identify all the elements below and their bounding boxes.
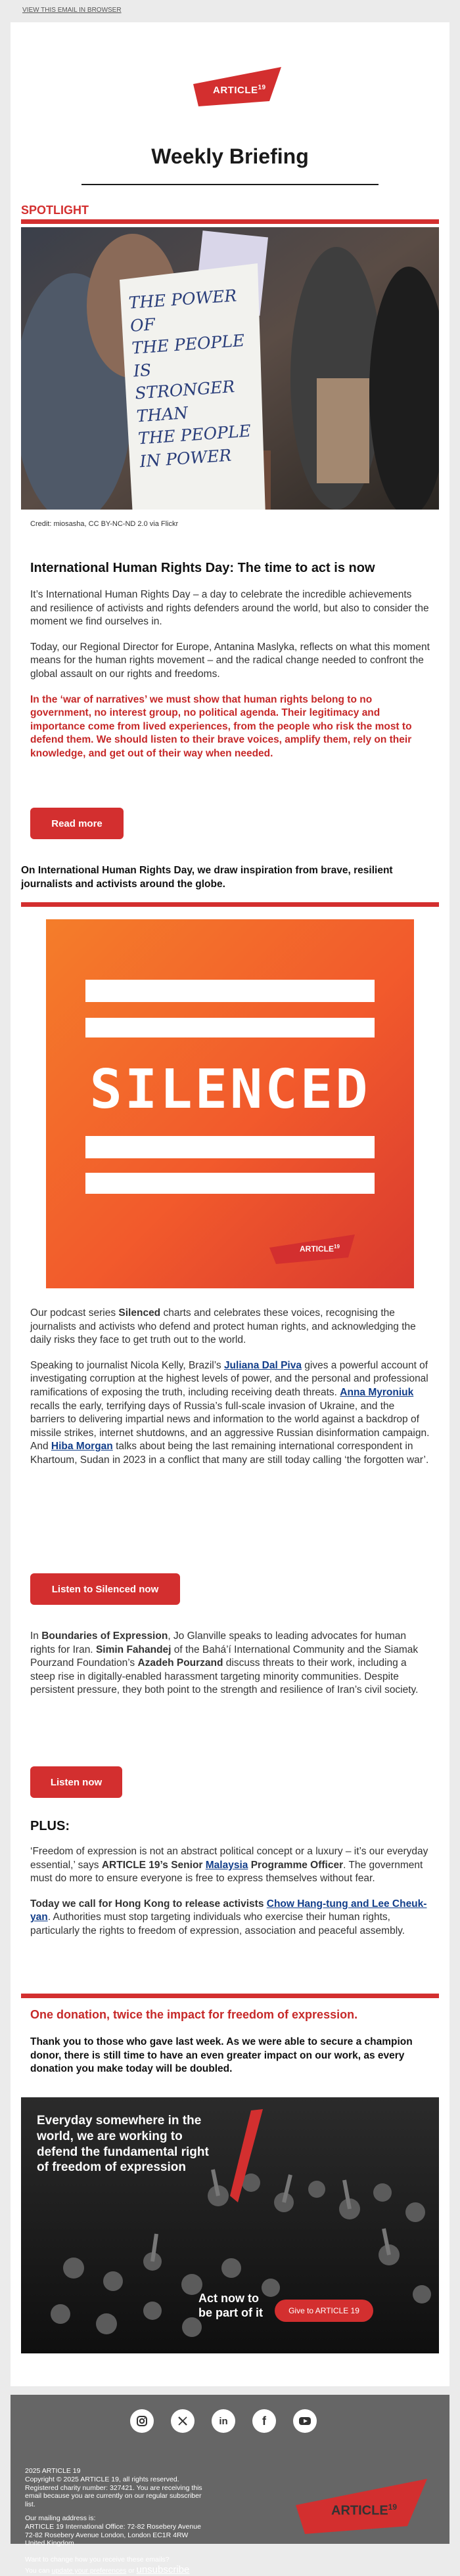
- silenced-episodes: Speaking to journalist Nicola Kelly, Brazil’s Juliana Dal Piva gives a powerful account of investigating corruption at the highest levels of power, and the personal and professional ramifications of exposing the truth, including receiving death threats. Anna Myroniuk recalls the early, terrifying days of Russia’s full-scale invasion of Ukraine, and the barriers to delivering impartial news and information to the world against a backdrop of missile strikes, internet shutdowns, and an aggressive Russian disinformation campaign. And Hiba Morgan talks about being the last remaining international correspondent in Khartoum, Sudan in 2023 in a conflict that many are still today calling ‘the forgotten war’.: [30, 1359, 430, 1466]
- page-title: Weekly Briefing: [151, 144, 309, 168]
- facebook-icon[interactable]: f: [252, 2409, 276, 2433]
- read-more-button[interactable]: Read more: [30, 808, 124, 839]
- donate-text: Thank you to those who gave last week. As we were able to secure a champion donor, there is still time to have an even greater impact on our work, as every donation you make today will be doubled.: [30, 2036, 413, 2075]
- donate-divider: [21, 1994, 439, 1998]
- footer: [11, 2395, 449, 2575]
- spotlight-headline: International Human Rights Day: The time to act is now: [30, 561, 375, 575]
- boundaries-body: In Boundaries of Expression, Jo Glanville speaks to leading advocates for human rights for Iran. Simin Fahandej of the Bahá’í International Community and the Siamak Pourzand Foundation’s Azadeh Pourzand discuss threats to their work, including a steep rise in digitally-enabled harassment targeting minority communities. Despite persistent pressure, they both point to the strength and resilience of Iran’s civil society.: [30, 1630, 419, 1696]
- footer-copyright: Copyright © 2025 ARTICLE 19, all rights reserved.: [25, 2475, 179, 2483]
- spotlight-divider: [21, 219, 439, 224]
- spotlight-para-2: Today, our Regional Director for Europe, Antanina Maslyka, reflects on what this moment means for the human rights movement – and the radical change needed to confront the global assault on our rights and freedoms.: [30, 641, 430, 680]
- footer-logo[interactable]: [292, 2474, 436, 2537]
- plus-body: [30, 1845, 431, 1938]
- linkedin-icon[interactable]: in: [212, 2409, 235, 2433]
- x-icon[interactable]: [171, 2409, 195, 2433]
- give-button[interactable]: Give to ARTICLE 19: [275, 2300, 373, 2322]
- listen-silenced-button[interactable]: Listen to Silenced now: [30, 1573, 180, 1605]
- footer-org: 2025 ARTICLE 19: [25, 2467, 81, 2475]
- plus-hong-kong: Today we call for Hong Kong to release activists Chow Hang-tung and Lee Cheuk-yan. Authorities must stop targeting individuals who exercise their human rights, particularly the rights to freedom of expression, association and peaceful assembly.: [30, 1898, 427, 1937]
- inspiration-divider: [21, 902, 439, 907]
- footer-logo-text: ARTICLE: [331, 2503, 388, 2518]
- inspiration-text: On International Human Rights Day, we draw inspiration from brave, resilient journalists and activists around the globe.: [21, 865, 393, 890]
- banner-act-now: Act now to be part of it: [198, 2292, 263, 2319]
- plus-label: PLUS:: [30, 1819, 70, 1833]
- spotlight-para-1: It’s International Human Rights Day – a day to celebrate the incredible achievements and resilience of activists and rights defenders around the world, but also to consider the moment we find ourselves in.: [30, 589, 429, 628]
- protest-sign-text: THE POWER OF THE PEOPLE IS STRONGER THAN THE PEOPLE IN POWER: [127, 286, 252, 471]
- footer-charity: Registered charity number: 327421. You are receiving this email because you are currently on our regular subscriber list.: [25, 2483, 202, 2509]
- spotlight-label: SPOTLIGHT: [21, 204, 89, 217]
- donate-banner[interactable]: [21, 2097, 439, 2353]
- logo-number: 19: [258, 84, 266, 91]
- juliana-dal-piva-link[interactable]: Juliana Dal Piva: [223, 1359, 302, 1371]
- footer-legal: [25, 2467, 209, 2576]
- malaysia-link[interactable]: Malaysia: [205, 1859, 248, 1871]
- silenced-intro: Our podcast series Silenced charts and celebrates these voices, recognising the journalists and activists who defend and protect human rights, and acknowledging the daily risks they face to get truth out to the world.: [30, 1307, 416, 1346]
- footer-logo-number: 19: [388, 2502, 398, 2512]
- article19-logo[interactable]: [188, 63, 293, 110]
- title-divider: [81, 184, 379, 185]
- unsubscribe-link[interactable]: unsubscribe: [136, 2564, 190, 2575]
- silenced-logo-text: ARTICLE$^{19}$: [300, 1244, 340, 1254]
- spotlight-body: [30, 588, 431, 761]
- footer-mailing-label: Our mailing address is:: [25, 2514, 96, 2522]
- email-body: [11, 22, 449, 2386]
- donate-headline: One donation, twice the impact for freedom of expression.: [30, 2008, 358, 2021]
- silenced-artwork[interactable]: [46, 919, 414, 1288]
- silenced-title: SILENCED: [89, 1059, 371, 1121]
- footer-address: ARTICLE 19 International Office: 72-82 Rosebery Avenue 72-82 Rosebery Avenue London, London EC1R 4RW United Kingdom: [25, 2522, 201, 2548]
- view-in-browser-link[interactable]: VIEW THIS EMAIL IN BROWSER: [22, 7, 122, 14]
- silenced-body: [30, 1307, 431, 1468]
- anna-myroniuk-link[interactable]: Anna Myroniuk: [340, 1387, 414, 1399]
- plus-malaysia: ‘Freedom of expression is not an abstract political concept or a luxury – it’s our everyday essential,’ says ARTICLE 19’s Senior Malaysia Programme Officer. The government must do more to ensure everyone is free to express themselves without fear.: [30, 1846, 428, 1885]
- hiba-morgan-link[interactable]: Hiba Morgan: [51, 1441, 113, 1452]
- youtube-icon[interactable]: [293, 2409, 317, 2433]
- logo-text: ARTICLE: [213, 85, 258, 96]
- photo-credit: Credit: miosasha, CC BY-NC-ND 2.0 via Flickr: [30, 520, 179, 528]
- instagram-icon[interactable]: [130, 2409, 154, 2433]
- footer-change-text: Want to change how you receive these emails?: [25, 2556, 170, 2564]
- footer-preferences: You can update your preferences or unsubscribe: [25, 2564, 190, 2575]
- listen-now-button[interactable]: Listen now: [30, 1766, 122, 1798]
- spotlight-quote: In the ‘war of narratives’ we must show that human rights belong to no government, no interest group, no political agenda. Their legitimacy and importance come from lived experiences, from the people who risk the most to defend them. We should listen to their brave voices, amplify them, rely on their knowledge, and get out of their way when needed.: [30, 693, 412, 760]
- update-preferences-link[interactable]: update your preferences: [51, 2566, 127, 2575]
- chow-lee-link[interactable]: Chow Hang-tung and Lee Cheuk-yan: [30, 1898, 427, 1923]
- protest-photo: [21, 227, 439, 510]
- banner-headline: Everyday somewhere in the world, we are working to defend the fundamental right of freedom of expression: [37, 2114, 209, 2175]
